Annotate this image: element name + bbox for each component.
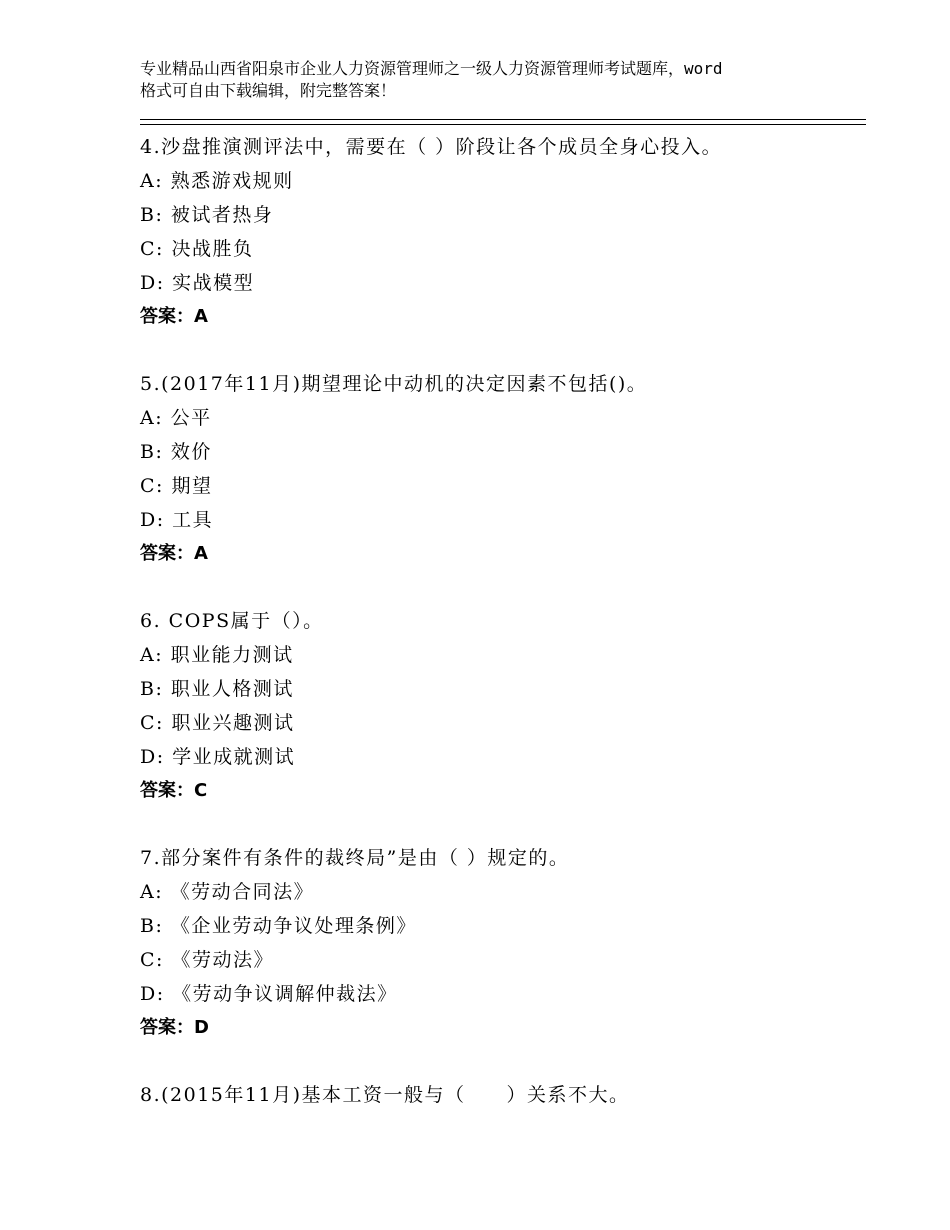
header-divider-bottom: [140, 124, 866, 125]
question-text: 7.部分案件有条件的裁终局”是由（ ）规定的。: [140, 847, 570, 869]
answer-label: 答案：A: [140, 543, 208, 564]
question-4: [140, 130, 866, 334]
header-divider-top: [140, 119, 866, 120]
question-text: 4.沙盘推演测评法中，需要在（ ）阶段让各个成员全身心投入。: [140, 136, 723, 158]
option-b: B: 《企业劳动争议处理条例》: [140, 915, 417, 937]
answer-label: 答案：A: [140, 306, 208, 327]
option-b: B: 效价: [140, 441, 212, 463]
question-7: [140, 841, 866, 1045]
option-c: C: 《劳动法》: [140, 949, 274, 971]
option-c: C: 决战胜负: [140, 238, 254, 260]
option-d: D: 实战模型: [140, 272, 255, 294]
document-header: [140, 58, 840, 102]
header-line-1: 专业精品山西省阳泉市企业人力资源管理师之一级人力资源管理师考试题库，word: [140, 59, 723, 78]
question-list: [140, 130, 866, 1112]
option-a: A: 公平: [140, 407, 212, 429]
option-c: C: 期望: [140, 475, 213, 497]
option-a: A: 职业能力测试: [140, 644, 294, 666]
answer-label: 答案：D: [140, 1017, 209, 1038]
option-b: B: 职业人格测试: [140, 678, 294, 700]
question-text: 8.(2015年11月)基本工资一般与（ ）关系不大。: [140, 1084, 630, 1106]
question-text: 5.(2017年11月)期望理论中动机的决定因素不包括()。: [140, 373, 648, 395]
option-d: D: 学业成就测试: [140, 746, 296, 768]
question-8: [140, 1078, 866, 1112]
header-line-2: 格式可自由下载编辑，附完整答案！: [140, 81, 397, 100]
option-a: A: 熟悉游戏规则: [140, 170, 294, 192]
question-6: [140, 604, 866, 808]
question-text: 6. COPS属于（）。: [140, 610, 324, 632]
option-b: B: 被试者热身: [140, 204, 274, 226]
question-5: [140, 367, 866, 571]
option-d: D: 工具: [140, 509, 214, 531]
option-c: C: 职业兴趣测试: [140, 712, 295, 734]
option-a: A: 《劳动合同法》: [140, 881, 315, 903]
option-d: D: 《劳动争议调解仲裁法》: [140, 983, 398, 1005]
answer-label: 答案：C: [140, 780, 208, 801]
